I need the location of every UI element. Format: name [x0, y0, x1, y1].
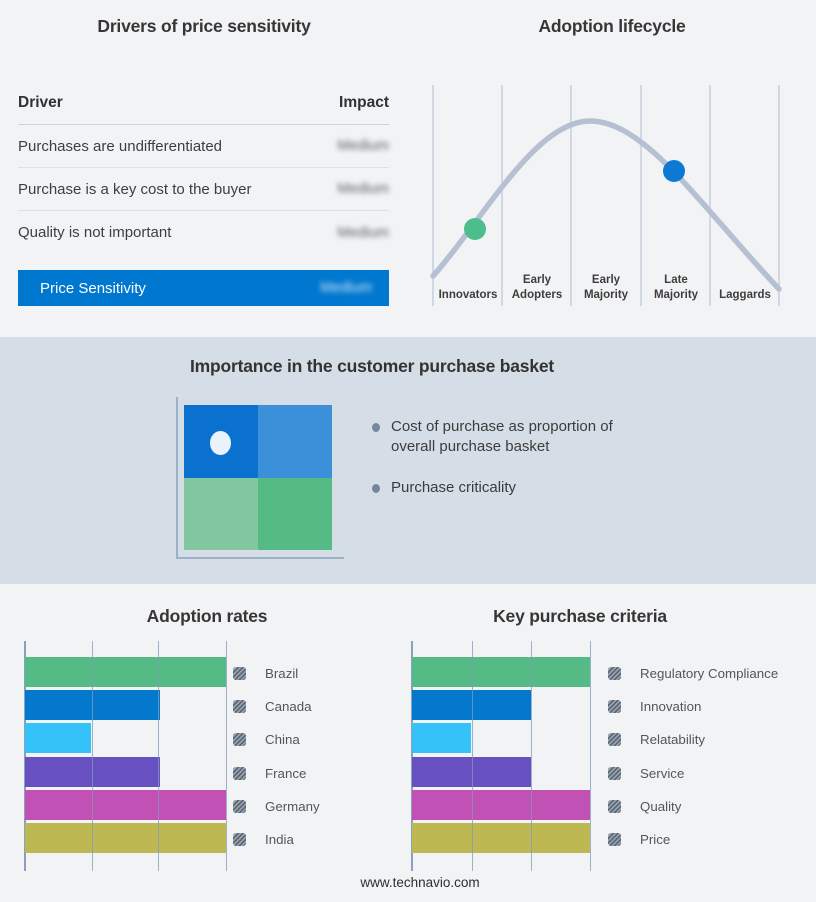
- bar-quality: [412, 790, 590, 820]
- bar-india: [25, 823, 226, 853]
- legend-item: [233, 757, 320, 790]
- bar-price: [412, 823, 590, 853]
- quadrant-bottom-right: [258, 478, 332, 550]
- legend-label: Germany: [265, 798, 320, 814]
- legend-item: [233, 790, 320, 823]
- legend-item: [233, 823, 320, 856]
- drivers-table: [18, 94, 389, 254]
- quadrant-y-axis: [176, 397, 178, 559]
- table-row: [18, 125, 389, 168]
- bullet-text: Cost of purchase as proportion of overall purchase basket: [391, 418, 613, 455]
- purchase-basket-title: Importance in the customer purchase basket: [189, 356, 555, 376]
- quadrant-x-axis: [176, 557, 344, 559]
- adoption-rates-legend: [233, 657, 320, 856]
- legend-label: Price: [640, 832, 671, 848]
- bar-china: [25, 723, 91, 753]
- gridline: [472, 641, 474, 871]
- innovators-marker-dot: [464, 218, 486, 240]
- stage-label-early-adopters: [501, 269, 573, 303]
- legend-label: China: [265, 732, 300, 748]
- basket-bullet-list: [372, 417, 634, 498]
- quadrant-chart: [184, 405, 332, 550]
- hatched-swatch-icon: [608, 833, 621, 846]
- hatched-swatch-icon: [608, 667, 621, 680]
- position-dot: [210, 431, 231, 455]
- stage-line: Laggards: [719, 289, 771, 302]
- hatched-swatch-icon: [233, 733, 246, 746]
- stage-label-laggards: [709, 269, 781, 303]
- purchase-criteria-legend: [608, 657, 778, 856]
- highlight-driver-cell: Price Sensitivity: [40, 279, 146, 297]
- late-majority-marker-dot: [663, 160, 685, 182]
- hatched-swatch-icon: [608, 733, 621, 746]
- technavio-url: www.technavio.com: [360, 875, 480, 890]
- table-row: [18, 168, 389, 211]
- quadrant-top-right: [258, 405, 332, 478]
- bar-regulatory-compliance: [412, 657, 590, 687]
- hatched-swatch-icon: [608, 700, 621, 713]
- lifecycle-title: Adoption lifecycle: [538, 16, 686, 36]
- stage-line: Early: [522, 274, 552, 287]
- col-driver: Driver: [18, 94, 63, 111]
- bar-brazil: [25, 657, 226, 687]
- stage-label-innovators: [432, 269, 504, 303]
- quadrant-bottom-left: [184, 478, 258, 550]
- hatched-swatch-icon: [233, 767, 246, 780]
- table-row: [18, 211, 389, 254]
- highlight-impact-cell-blurred: Medium: [320, 280, 372, 296]
- hatched-swatch-icon: [233, 833, 246, 846]
- impact-cell-blurred: Medium: [337, 224, 389, 241]
- hatched-swatch-icon: [233, 700, 246, 713]
- bar-relatability: [412, 723, 471, 753]
- driver-cell: Purchase is a key cost to the buyer: [18, 180, 252, 198]
- gridline: [531, 641, 533, 871]
- hatched-swatch-icon: [608, 767, 621, 780]
- bullet-item: [372, 478, 634, 498]
- purchase-criteria-title: Key purchase criteria: [493, 606, 667, 626]
- driver-cell: Purchases are undifferentiated: [18, 137, 223, 155]
- legend-label: Regulatory Compliance: [640, 666, 779, 682]
- stage-line: Innovators: [438, 289, 498, 302]
- price-sensitivity-highlight-row: [18, 270, 389, 306]
- legend-item: [608, 823, 778, 856]
- bullet-text: Purchase criticality: [391, 479, 517, 496]
- bar-germany: [25, 790, 226, 820]
- impact-cell-blurred: Medium: [337, 138, 389, 154]
- driver-cell: Quality is not important: [18, 224, 172, 241]
- legend-label: Brazil: [265, 666, 299, 682]
- gridline: [590, 641, 592, 871]
- legend-item: [608, 657, 778, 690]
- legend-item: [608, 790, 778, 823]
- legend-label: Innovation: [640, 699, 702, 715]
- stage-line: Adopters: [511, 289, 563, 302]
- stage-line: Majority: [583, 289, 629, 302]
- drivers-table-header: [18, 94, 389, 125]
- stage-line: Early: [591, 274, 621, 287]
- bell-curve: [433, 121, 779, 289]
- gridline: [158, 641, 160, 871]
- legend-item: [233, 690, 320, 723]
- legend-item: [608, 690, 778, 723]
- gridline: [92, 641, 94, 871]
- bullet-dot-icon: [372, 484, 380, 493]
- stage-label-late-majority: [640, 269, 712, 303]
- legend-label: India: [265, 832, 294, 848]
- gridline: [226, 641, 228, 871]
- bullet-dot-icon: [372, 423, 380, 432]
- legend-label: Relatability: [640, 732, 706, 748]
- legend-label: Quality: [640, 798, 682, 814]
- hatched-swatch-icon: [608, 800, 621, 813]
- legend-label: Canada: [265, 699, 312, 715]
- stage-line: Late: [664, 274, 688, 287]
- bullet-item: [372, 417, 634, 456]
- legend-item: [608, 723, 778, 756]
- drivers-title: Drivers of price sensitivity: [97, 16, 311, 36]
- legend-label: Service: [640, 765, 685, 781]
- col-impact: Impact: [339, 94, 389, 111]
- legend-item: [233, 657, 320, 690]
- impact-cell-blurred: Medium: [337, 181, 389, 197]
- legend-item: [608, 757, 778, 790]
- hatched-swatch-icon: [233, 800, 246, 813]
- stage-label-early-majority: [570, 269, 642, 303]
- hatched-swatch-icon: [233, 667, 246, 680]
- stage-line: Majority: [653, 289, 699, 302]
- legend-label: France: [265, 765, 307, 781]
- legend-item: [233, 723, 320, 756]
- adoption-rates-title: Adoption rates: [146, 606, 268, 626]
